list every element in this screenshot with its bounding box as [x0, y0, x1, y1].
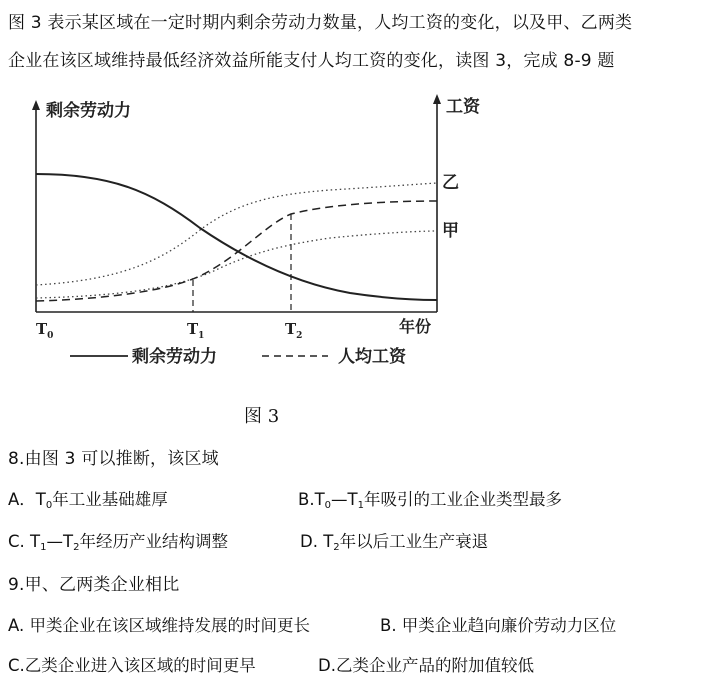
- legend-dashed-label: 人均工资: [338, 347, 406, 367]
- curve-surplus-labor: [36, 174, 437, 300]
- q8-option-d: D. $T_2$年以后工业生产衰退: [300, 532, 489, 553]
- q9-option-a: A. 甲类企业在该区域维持发展的时间更长: [8, 616, 310, 635]
- q9-stem: 9.甲、乙两类企业相比: [8, 575, 180, 595]
- figure-caption: 图 3: [244, 406, 280, 427]
- curve-jia: [36, 231, 437, 298]
- right-axis-label: 工资: [446, 97, 480, 117]
- q8-option-c: C. $T_1—T_2$年经历产业结构调整: [8, 532, 228, 553]
- tick-t2: $T_2$: [285, 320, 303, 341]
- q8-option-b: $B.T_0—T_1$年吸引的工业企业类型最多: [298, 490, 562, 511]
- legend-solid-label: 剩余劳动力: [132, 347, 217, 367]
- tick-t0: $T_0$: [36, 320, 54, 341]
- curve-yi: [36, 183, 437, 285]
- left-axis-label: 剩余劳动力: [46, 101, 131, 121]
- label-yi: 乙: [442, 173, 459, 193]
- right-axis-arrow-icon: [433, 94, 441, 104]
- x-axis-label: 年份: [399, 317, 432, 336]
- label-jia: 甲: [442, 221, 459, 241]
- left-axis-arrow-icon: [32, 100, 40, 110]
- intro-line-2: 企业在该区域维持最低经济效益所能支付人均工资的变化，读图 3，完成 8-9 题: [8, 51, 615, 71]
- q9-option-b: B. 甲类企业趋向廉价劳动力区位: [380, 616, 617, 635]
- q8-option-a: A．$T_0$年工业基础雄厚: [8, 490, 168, 511]
- q8-stem: 8.由图 3 可以推断，该区域: [8, 449, 219, 469]
- q9-option-d: D.乙类企业产品的附加值较低: [318, 656, 534, 675]
- intro-line-1: 图 3 表示某区域在一定时期内剩余劳动力数量，人均工资的变化，以及甲、乙两类: [8, 13, 633, 33]
- tick-t1: $T_1$: [187, 320, 205, 341]
- q9-option-c: C.乙类企业进入该区域的时间更早: [8, 656, 256, 675]
